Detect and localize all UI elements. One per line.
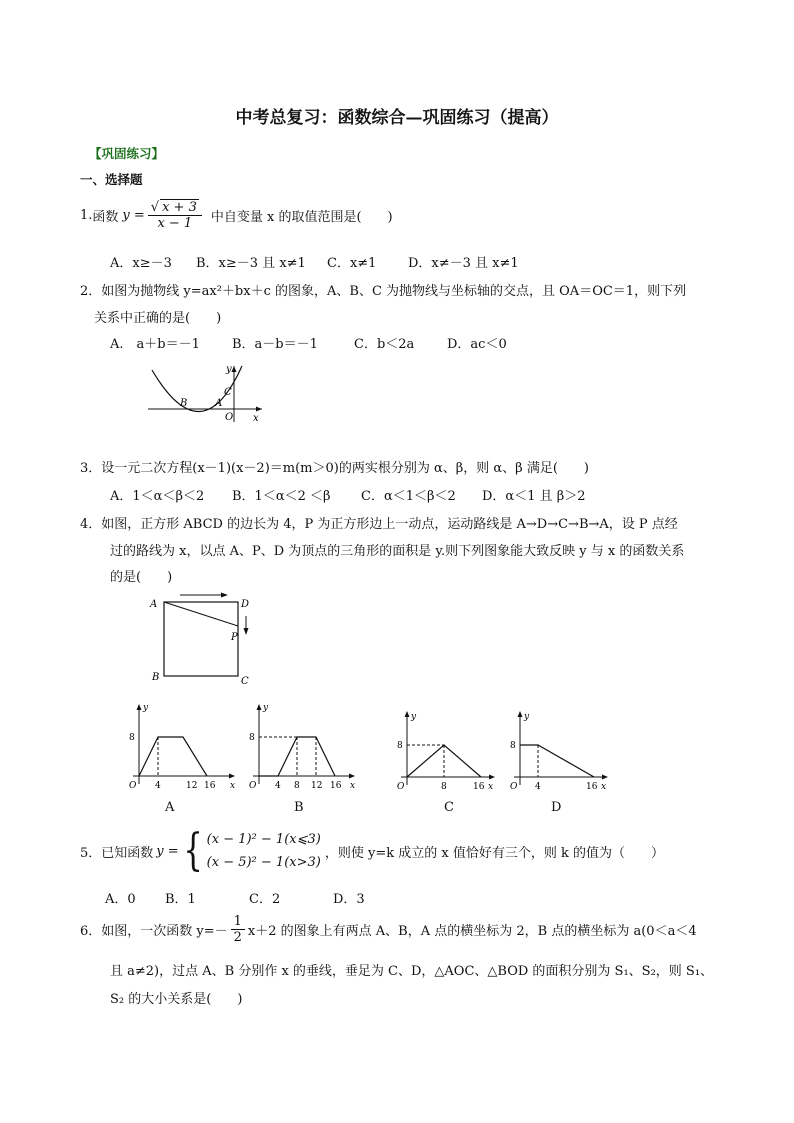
q3-line-1: 3．设一元二次方程(x－1)(x－2)＝m(m＞0)的两实根分别为 α、β，则 α、β 满足( ) <box>80 461 589 476</box>
q4-graph-a-x: x <box>230 781 236 791</box>
q4-graph-c-y: y <box>411 712 417 722</box>
q4-graph-d-tick-1: 16 <box>586 782 598 792</box>
q4-graph-d-tick-0: 4 <box>535 782 541 792</box>
q2-fig-c-label: C <box>224 387 232 398</box>
q1-denominator: x − 1 <box>157 216 193 231</box>
q2-fig-o-label: O <box>225 412 234 423</box>
q3-option-a: A．1＜α＜β＜2 <box>110 489 205 504</box>
q6-line-2: 且 a≠2)，过点 A、B 分别作 x 的垂线，垂足为 C、D，△AOC、△BOD 的面积分别为 S₁、S₂，则 S₁、 <box>110 964 714 979</box>
q3-option-c: C．α＜1＜β＜2 <box>361 489 456 504</box>
q5-piecewise <box>179 825 321 876</box>
q1-option-d: D．x≠－3 且 x≠1 <box>408 256 519 271</box>
q5-y-eq: y = <box>156 843 179 859</box>
q6-numerator: 1 <box>231 914 245 930</box>
q1-tail: 中自变量 x 的取值范围是( ) <box>210 210 393 225</box>
q1-lead: 函数 <box>92 210 119 225</box>
q4-graph-b-tick-3: 16 <box>330 781 342 791</box>
q3-option-d: D．α＜1 且 β＞2 <box>482 489 586 504</box>
q3-option-b: B．1＜α＜2 ＜β <box>232 489 331 504</box>
q4-graph-c <box>395 707 500 792</box>
q4-graph-c-tick-1: 16 <box>473 782 485 792</box>
q4-graph-b-tick-1: 8 <box>294 781 300 791</box>
q4-graph-d-caption: D <box>551 800 562 815</box>
q2-option-c: C．b＜2a <box>354 337 415 352</box>
q2-option-d: D．ac＜0 <box>447 337 507 352</box>
page-title: 中考总复习：函数综合—巩固练习（提高） <box>235 108 559 128</box>
q4-graph-b-y: y <box>263 703 269 713</box>
q5-option-b: B．1 <box>165 892 196 907</box>
q4-graph-b-tick-2: 12 <box>311 781 323 791</box>
q4-graph-b-caption: B <box>294 800 304 815</box>
q2-option-b: B．a－b＝－1 <box>232 337 318 352</box>
q2-fig-x-label: x <box>253 413 259 424</box>
q5-option-a: A．0 <box>105 892 136 907</box>
q6-line-3: S₂ 的大小关系是( ) <box>110 992 243 1007</box>
section-heading: 一、选择题 <box>80 172 143 187</box>
q4-square-figure <box>140 588 260 688</box>
q4-graph-a-tick-2: 16 <box>204 781 216 791</box>
q2-fig-a-label: A <box>215 398 223 409</box>
q4-square-p: P <box>231 632 238 643</box>
q1-number: 1. <box>80 208 93 223</box>
question-6 <box>80 914 697 945</box>
q1-option-b: B．x≥－3 且 x≠1 <box>196 256 306 271</box>
q4-graph-b <box>245 700 360 792</box>
q4-graph-a-tick-1: 12 <box>186 781 198 791</box>
q4-line-3: 的是( ) <box>110 570 173 585</box>
q4-graph-a-o: O <box>129 781 137 791</box>
q5-case-1: (x − 1)² − 1(x⩽3) <box>206 832 321 847</box>
q6-fraction <box>231 914 245 945</box>
q4-graph-a <box>125 700 240 792</box>
q2-fig-b-label: B <box>180 398 188 409</box>
q4-graph-d-o: O <box>510 782 518 792</box>
q5-option-c: C．2 <box>249 892 281 907</box>
q5-tail: ，则使 y=k 成立的 x 值恰好有三个，则 k 的值为（ ） <box>324 845 664 861</box>
q4-graph-c-o: O <box>397 782 405 792</box>
q6-lead: 6．如图，一次函数 y=－ <box>80 924 228 939</box>
q4-graph-d-y: y <box>524 712 530 722</box>
q4-graph-c-x: x <box>488 782 494 792</box>
q4-line-1: 4．如图，正方形 ABCD 的边长为 4，P 为正方形边上一动点，运动路线是 A→D→C→B→A，设 P 点经 <box>80 517 678 532</box>
q1-y-eq: y = <box>122 208 145 223</box>
q4-graph-b-o: O <box>249 781 257 791</box>
q4-graph-b-ymark: 8 <box>249 733 255 743</box>
q4-graph-a-caption: A <box>165 800 175 815</box>
q4-graph-b-tick-0: 4 <box>275 781 281 791</box>
q5-lead: 5．已知函数 <box>80 845 154 861</box>
q5-option-d: D．3 <box>333 892 365 907</box>
q4-graph-a-tick-0: 4 <box>155 781 161 791</box>
q4-graph-d-x: x <box>601 782 607 792</box>
q4-graph-b-x: x <box>350 781 356 791</box>
q1-numerator: x + 3 <box>162 200 197 215</box>
q6-denominator: 2 <box>233 930 242 945</box>
q1-fraction: $\frac{√ x + 3}{x - 1}$ <box>148 200 202 231</box>
section-label: 【巩固练习】 <box>89 146 165 161</box>
q5-case-2: (x − 5)² − 1(x>3) <box>206 855 321 870</box>
q2-option-a: A. a＋b＝－1 <box>110 337 200 352</box>
q4-graph-a-ymark: 8 <box>129 733 135 743</box>
q4-square-d: D <box>241 599 250 610</box>
q1-option-a: A．x≥－3 <box>110 256 172 271</box>
q4-graph-d-ymark: 8 <box>510 741 516 751</box>
q5-brace: { <box>182 825 203 876</box>
q4-square-c: C <box>241 676 249 687</box>
q4-graph-c-ymark: 8 <box>397 741 403 751</box>
question-1 <box>80 200 393 231</box>
q4-graph-c-tick-0: 8 <box>441 782 447 792</box>
q1-option-c: C．x≠1 <box>327 256 377 271</box>
q2-fig-y-label: y <box>226 364 232 375</box>
q4-square-b: B <box>152 672 160 683</box>
q4-square-a: A <box>150 599 158 610</box>
q2-parabola-figure <box>140 360 270 425</box>
q4-graph-c-caption: C <box>444 800 454 815</box>
q4-graph-d <box>508 707 613 792</box>
q4-line-2: 过的路线为 x，以点 A、P、D 为顶点的三角形的面积是 y.则下列图象能大致反映 y 与 x 的函数关系 <box>110 544 685 559</box>
q4-graph-a-y: y <box>143 703 149 713</box>
question-5 <box>80 825 664 876</box>
q2-line-2: 关系中正确的是( ) <box>94 311 222 326</box>
q2-line-1: 2．如图为抛物线 y=ax²＋bx＋c 的图象，A、B、C 为抛物线与坐标轴的交点，且 OA＝OC＝1，则下列 <box>80 284 687 299</box>
q6-tail: x＋2 的图象上有两点 A、B，A 点的横坐标为 2，B 点的横坐标为 a(0＜a＜4 <box>247 924 697 939</box>
